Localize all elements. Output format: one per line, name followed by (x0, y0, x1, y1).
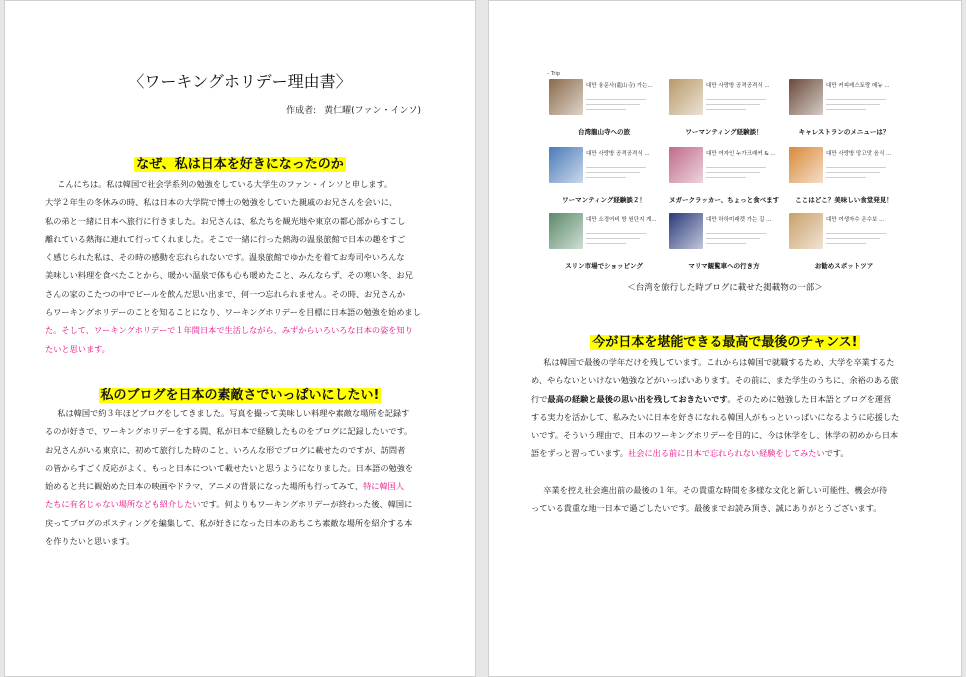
text-line: お兄さんがいる東京に、初めて旅行した時のこと、いろんな形でブログに載せたのですが、訪問者 (45, 444, 406, 455)
text-line: 私は韓国で最後の学年だけを残しています。これからは韓国で就職するため、大学を卒業するた (543, 357, 895, 367)
text-placeholder-line (586, 233, 646, 234)
text-placeholder-line (586, 177, 626, 178)
text-placeholder-line (586, 104, 640, 105)
blog-thumbnail-image (789, 213, 823, 249)
text-placeholder-line (826, 104, 880, 105)
blog-thumbnail-image (669, 79, 703, 115)
text-placeholder-line (706, 167, 766, 168)
blog-card-title: 대만 커피레스토랑 메뉴 ... (826, 83, 890, 89)
text-span: 語をずっと習っています。 (531, 448, 629, 459)
text-placeholder-line (706, 233, 766, 234)
author-name: 黄仁曜(ファン・インソ) (324, 106, 421, 116)
text-line: め、やらないといけない勉強などがいっぱいあります。その前に、また学生のうちに、余裕のある旅 (531, 375, 899, 386)
text-line: 大学２年生の冬休みの時、私は日本の大学院で博士の勉強をしていた親戚のお兄さんを会いに、 (45, 197, 398, 208)
text-line: 戻ってブログのポスティングを編集して、私が好きになった日本のあちこち素敵な場所を紹介する本 (45, 517, 413, 528)
text-placeholder-line (706, 104, 760, 105)
blank-line (531, 463, 923, 481)
blog-card (789, 147, 899, 207)
blog-card-caption: ワーマンティング経験談！ (685, 128, 763, 136)
blog-card (669, 213, 779, 273)
blog-thumbnail-image (549, 147, 583, 183)
blog-card-caption: スリン市場でショッピング (565, 262, 643, 270)
document-page-left (4, 0, 476, 677)
text-line: こんにちは。私は韓国で社会学系列の勉強をしている大学生のファン・インソと申します。 (57, 179, 393, 189)
blog-card-caption: 台湾龍山寺への旅 (578, 128, 630, 136)
paragraph-blog (45, 404, 439, 550)
text-placeholder-line (706, 238, 760, 239)
text-placeholder-line (706, 172, 760, 173)
paragraph-why (45, 175, 439, 358)
blog-thumbnail-image (669, 147, 703, 183)
highlighted-heading: なぜ、私は日本を好きになったのか (136, 157, 344, 172)
text-placeholder-line (826, 233, 886, 234)
pink-text-line: たいと思います。 (45, 343, 110, 354)
text-line: 美味しい料理を食べたことから、暖かい温泉で体も心も暖めたこと、みんならず、その寒い冬、お兄 (45, 270, 413, 281)
text-line: さんの家のこたつの中でビールを飲んだ思い出まで、何一つ忘れられません。その時、お兄さんか (45, 288, 406, 299)
pink-text-line: た。そして、ワーキングホリデーで１年間日本で生活しながら、みずからいろいろな日本の姿を知り (45, 325, 413, 336)
text-placeholder-line (826, 99, 886, 100)
document-title: 〈ワーキングホリデー理由書〉 (128, 72, 352, 91)
text-line: 卒業を控え社会進出前の最後の１年。その貴重な時間を多様な文化と新しい可能性、機会が待 (543, 484, 888, 495)
trip-label: – Trip (547, 71, 561, 77)
section-heading-blog (5, 384, 475, 403)
blog-card-title: 대만 하하미래켓 가는 길 ... (706, 217, 772, 223)
text-placeholder-line (586, 243, 626, 244)
bold-text-span: 最高の経験と最後の思い出を残しておきたいです (547, 393, 728, 404)
blog-card-caption: ワーマンティング経験談２！ (562, 196, 646, 204)
text-placeholder-line (586, 238, 640, 239)
text-line: を作りたいと思います。 (45, 536, 135, 547)
text-line (45, 477, 439, 495)
text-span: 行で (531, 393, 548, 404)
blog-thumbnail-image (669, 213, 703, 249)
blog-thumbnail-image (549, 79, 583, 115)
author-label: 作成者: (286, 106, 317, 116)
blog-card-caption: キャレストランのメニューは？ (798, 128, 890, 136)
text-placeholder-line (586, 167, 646, 168)
text-line: っている貴重な地一日本で過ごしたいです。最後までお読み頂き、誠にありがとうございます。 (531, 503, 882, 514)
paragraph-chance (531, 353, 923, 517)
text-placeholder-line (826, 177, 866, 178)
text-span: 。そのために勉強した日本語とブログを運営 (727, 393, 892, 404)
text-line (531, 390, 923, 408)
text-placeholder-line (826, 243, 866, 244)
blog-card (549, 213, 659, 273)
section-heading-why (5, 153, 475, 172)
blog-thumbnail-image (789, 147, 823, 183)
text-placeholder-line (826, 109, 866, 110)
text-line: の皆からすごく反応がよく、もっと日本について載せたいと思うようになりました。日本語の勉強を (45, 462, 414, 473)
text-line: する実力を活かして、私みたいに日本を好きになれる韓国人がもっといっぱいになるように応援した (531, 411, 900, 422)
author-line (286, 103, 421, 116)
blog-card-title: 대만 소경여비 방 원단지 게... (586, 217, 657, 223)
text-span: です。 (824, 448, 849, 459)
text-line: 私の弟と一緒に日本へ旅行に行きました。お兄さんは、私たちを観光地や東京の都心部からすこし (45, 215, 406, 226)
text-line: 離れている熱海に連れて行ってくれました。そこで一緒に行った熱海の温泉旅館で日本の趣をすご (45, 233, 406, 244)
highlighted-heading: 今が日本を堪能できる最高で最後のチャンス! (592, 335, 858, 350)
text-placeholder-line (706, 243, 746, 244)
pink-text-span: 特に韓国人 (363, 481, 405, 492)
blog-card (789, 213, 899, 273)
text-line: いです。そういう理由で、日本のワーキングホリデーを目的に、今は休学をし、休学の初めから日本 (531, 430, 899, 441)
text-placeholder-line (586, 172, 640, 173)
blog-thumbnail-image (789, 79, 823, 115)
pink-text-span: たちに有名じゃない場所なども紹介したい (45, 499, 201, 510)
blog-card-caption: お勧めスポットツア (814, 262, 874, 270)
blog-card-title: 대만 사랑방 공격공격식 ... (586, 151, 650, 157)
pink-text-span: 社会に出る前に日本で忘れられない経験をしてみたい (628, 448, 825, 459)
text-placeholder-line (826, 238, 880, 239)
blog-card-title: 대만 사랑방 공격공격식 ... (706, 83, 770, 89)
blog-card-caption: マリマ観覧車への行き方 (688, 262, 760, 270)
text-placeholder-line (826, 172, 880, 173)
blog-card (669, 79, 779, 139)
text-line (45, 495, 439, 513)
text-placeholder-line (706, 99, 766, 100)
blog-thumbnail-image (549, 213, 583, 249)
highlighted-heading: 私のブログを日本の素敵さでいっぱいにしたい! (100, 388, 380, 403)
text-placeholder-line (586, 99, 646, 100)
blog-card (789, 79, 899, 139)
blog-card-title: 대만 여자인 누가크래커 & ... (706, 151, 776, 157)
text-span: です。何よりもワーキングホリデーが終わった後、韓国に (200, 499, 413, 510)
blog-card-title: 대만 여생자수 온수보 ... (826, 217, 885, 223)
section-heading-chance (489, 331, 961, 350)
blog-grid-caption: ＜台湾を旅行した時ブログに載せた掲載物の一部＞ (627, 283, 823, 293)
text-placeholder-line (706, 177, 746, 178)
blog-card (549, 147, 659, 207)
blog-card (549, 79, 659, 139)
text-line: るのが好きで、ワーキングホリデーをする間、私が日本で経験したものをブログに記録したいです。 (45, 426, 413, 437)
text-placeholder-line (706, 109, 746, 110)
document-page-right (488, 0, 962, 677)
text-span: 始めると共に観始めた日本の映画やドラマ、アニメの背景になった場所も行ってみて、 (45, 481, 364, 492)
text-line: らワーキングホリデーのことを知ることになり、ワーキングホリデーを目標に日本語の勉強を始めまし (45, 307, 421, 318)
blog-card (669, 147, 779, 207)
text-line (531, 444, 923, 462)
blog-card-title: 대만 사랑방 망고맛 음식 ... (826, 151, 892, 157)
text-line: 私は韓国で約３年ほどブログをしてきました。写真を撮って美味しい料理や素敵な場所を記録す (57, 408, 410, 418)
blog-card-caption: ヌガークラッカー、ちょっと食べます (669, 196, 780, 204)
blog-card-title: 대만 융문사(龍山寺) 가는... (586, 83, 653, 89)
text-placeholder-line (586, 109, 626, 110)
text-placeholder-line (826, 167, 886, 168)
text-line: く感じられた私は、その時の感動を忘れられないです。温泉旅館でゆかたを着てお寿司やいろんな (45, 252, 405, 263)
blog-card-caption: ここはどこ？美味しい食堂発見！ (795, 196, 893, 204)
